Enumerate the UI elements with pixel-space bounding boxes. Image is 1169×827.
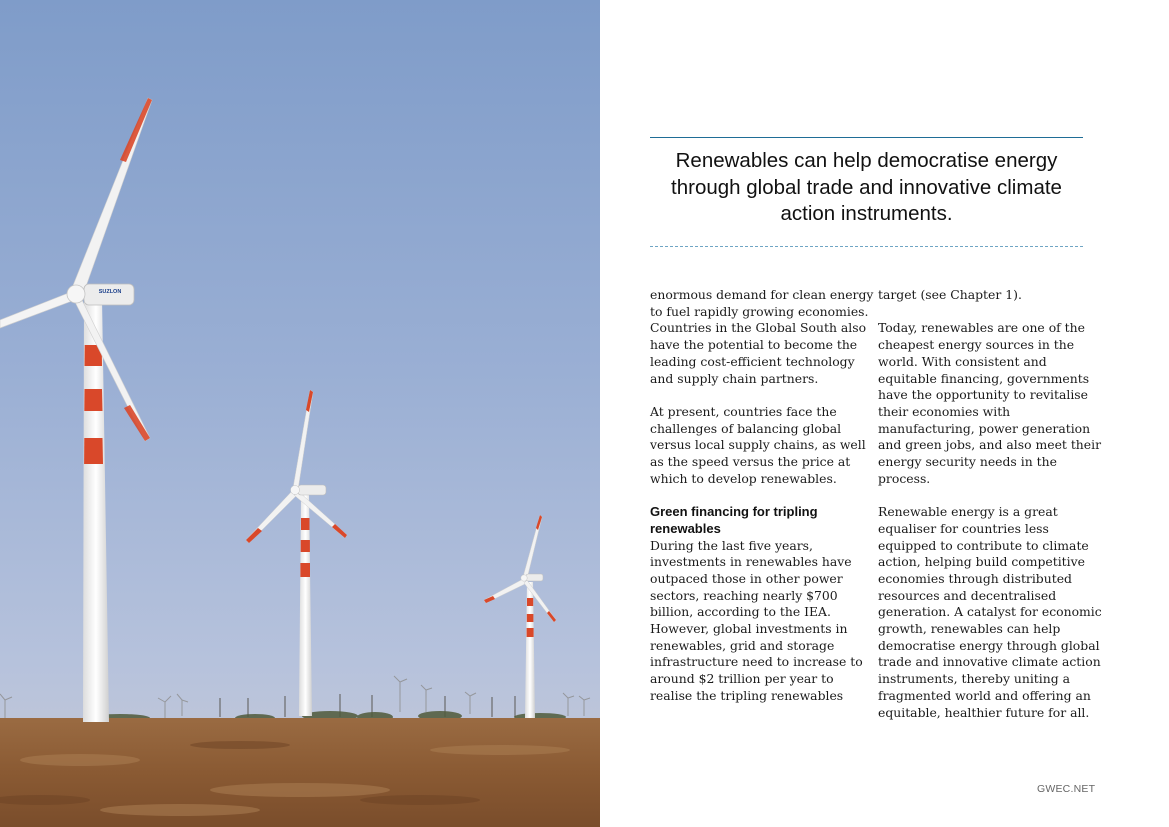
section-heading: Green financing for tripling renewables <box>650 504 818 536</box>
paragraph: enormous demand for clean energy to fuel rapidly growing economies. Countries in the Global South also have the potential to become the leading cost-efficient technology and supply chain partners. <box>650 287 874 386</box>
text-column-right <box>878 287 1108 721</box>
text-column-left <box>650 287 875 705</box>
paragraph: Today, renewables are one of the cheapest energy sources in the world. With consistent and equitable financing, governments have the opportunity to revitalise their economies with manufacturing, power generation and green jobs, and also meet their energy security needs in the process. <box>878 320 1102 486</box>
footer-url[interactable]: GWEC.NET <box>1037 783 1096 795</box>
nacelle-logo: SUZLON <box>98 289 122 295</box>
pullquote-bottom-rule <box>650 246 1083 247</box>
paragraph: target (see Chapter 1). <box>878 287 1022 302</box>
paragraph: Renewable energy is a great equaliser for countries less equipped to contribute to climate action, helping build competitive economies through distributed resources and decentralised generation. A catalyst for economic growth, renewables can help democratise energy through global trade and innovative climate action instruments, thereby uniting a fragmented world and offering an equitable, healthier future for all. <box>878 504 1102 720</box>
paragraph: At present, countries face the challenges of balancing global versus local supply chains, as well as the speed versus the price at which to develop renewables. <box>650 403 866 486</box>
paragraph: During the last five years, investments in renewables have outpaced those in other power sectors, reaching nearly $700 billion, according to the IEA. However, global investments in renewables, grid and storage infrastructure need to increase to around $2 trillion per year to realise the tripling renewables <box>650 537 863 703</box>
pullquote-top-rule <box>650 137 1083 138</box>
pullquote: Renewables can help democratise energy through global trade and innovative climate action instruments. <box>671 149 1062 225</box>
